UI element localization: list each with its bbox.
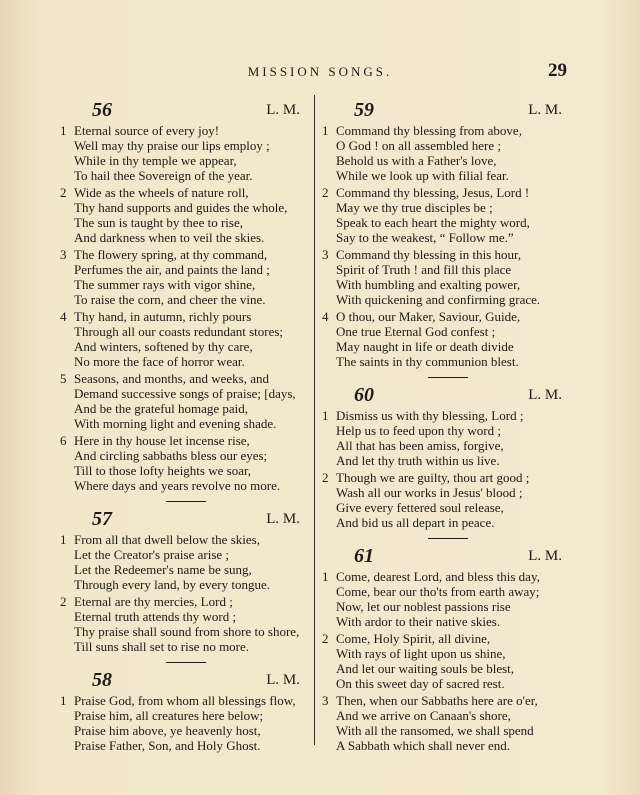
verse-line: Thy hand, in autumn, richly pours	[74, 309, 252, 324]
verse-line: With rays of light upon us shine,	[336, 646, 506, 661]
verse-line: Say to the weakest, “ Follow me.”	[336, 230, 514, 245]
hymn-number: 59	[354, 99, 374, 121]
verse-line: A Sabbath which shall never end.	[336, 738, 511, 753]
stanza-number: 2	[60, 185, 67, 200]
verse-line: Now, let our noblest passions rise	[336, 599, 511, 614]
verse-line: And let our waiting souls be blest,	[336, 661, 515, 676]
verse-line: Spirit of Truth ! and fill this place	[336, 262, 512, 277]
stanza	[322, 185, 574, 245]
hymn-heading	[322, 384, 574, 408]
verse-line: Let the Creator's praise arise ;	[74, 547, 230, 562]
hymn-heading	[60, 99, 312, 123]
verse-line: Perfumes the air, and paints the land ;	[74, 262, 270, 277]
stanza	[322, 631, 574, 691]
stanza	[322, 408, 574, 468]
hymn-heading	[322, 99, 574, 123]
hymn-number: 57	[92, 508, 112, 530]
verse-line: Praise Father, Son, and Holy Ghost.	[74, 738, 261, 753]
hymn-meter: L. M.	[266, 672, 300, 688]
verse-line: Till to those lofty heights we soar,	[74, 463, 252, 478]
stanza-number: 3	[322, 693, 329, 708]
verse-line: Behold us with a Father's love,	[336, 153, 497, 168]
stanza	[322, 693, 574, 753]
stanza-number: 1	[322, 123, 329, 138]
stanza-number: 1	[60, 693, 67, 708]
verse-line: While we look up with filial fear.	[336, 168, 509, 183]
verse-line: Give every fettered soul release,	[336, 500, 504, 515]
verse-line: And winters, softened by thy care,	[74, 339, 253, 354]
verse-line: Command thy blessing in this hour,	[336, 247, 522, 262]
verse-line: Through every land, by every tongue.	[74, 577, 271, 592]
hymn-meter: L. M.	[528, 548, 562, 564]
verse-line: And let thy truth within us live.	[336, 453, 500, 468]
hymn-heading	[322, 545, 574, 569]
verse-line: Till suns shall set to rise no more.	[74, 639, 250, 654]
right-column	[322, 95, 574, 755]
hymn-number: 60	[354, 384, 374, 406]
hymn-separator-rule	[166, 501, 206, 502]
stanza-number: 4	[322, 309, 329, 324]
hymn-heading	[60, 508, 312, 532]
hymn-meter: L. M.	[266, 511, 300, 527]
verse-line: Thy hand supports and guides the whole,	[74, 200, 288, 215]
stanza-number: 2	[322, 185, 329, 200]
stanza	[60, 532, 312, 592]
verse-line: Eternal source of every joy!	[74, 123, 220, 138]
verse-line: Where days and years revolve no more.	[74, 478, 281, 493]
verse-line: One true Eternal God confest ;	[336, 324, 496, 339]
hymn-number: 61	[354, 545, 374, 567]
hymn-number: 58	[92, 669, 112, 691]
stanza	[60, 693, 312, 753]
hymn-separator-rule	[166, 662, 206, 663]
verse-line: Dismiss us with thy blessing, Lord ;	[336, 408, 524, 423]
stanza	[60, 594, 312, 654]
left-column	[60, 95, 312, 755]
stanza-number: 2	[60, 594, 67, 609]
stanza-number: 2	[322, 470, 329, 485]
stanza	[60, 433, 312, 493]
verse-line: Well may thy praise our lips employ ;	[74, 138, 270, 153]
stanza	[60, 371, 312, 431]
verse-line: Come, Holy Spirit, all divine,	[336, 631, 491, 646]
verse-line: With quickening and confirming grace.	[336, 292, 541, 307]
hymn-separator-rule	[428, 377, 468, 378]
column-divider	[314, 95, 315, 745]
verse-line: Command thy blessing from above,	[336, 123, 522, 138]
verse-line: And bid us all depart in peace.	[336, 515, 495, 530]
verse-line: Command thy blessing, Jesus, Lord !	[336, 185, 530, 200]
hymn-number: 56	[92, 99, 112, 121]
verse-line: O thou, our Maker, Saviour, Guide,	[336, 309, 521, 324]
verse-line: Through all our coasts redundant stores;	[74, 324, 284, 339]
stanza-number: 2	[322, 631, 329, 646]
verse-line: May we thy true disciples be ;	[336, 200, 493, 215]
verse-line: All that has been amiss, forgive,	[336, 438, 504, 453]
verse-line: To hail thee Sovereign of the year.	[74, 168, 253, 183]
verse-line: O God ! on all assembled here ;	[336, 138, 501, 153]
hymn-meter: L. M.	[528, 102, 562, 118]
verse-line: And be the grateful homage paid,	[74, 401, 248, 416]
hymn-heading	[60, 669, 312, 693]
verse-line: With morning light and evening shade.	[74, 416, 277, 431]
verse-line: Help us to feed upon thy word ;	[336, 423, 502, 438]
hymn-meter: L. M.	[266, 102, 300, 118]
stanza-number: 3	[322, 247, 329, 262]
stanza-number: 1	[60, 123, 67, 138]
verse-line: Demand successive songs of praise; [days,	[74, 386, 296, 401]
verse-line: With ardor to their native skies.	[336, 614, 501, 629]
verse-line: May naught in life or death divide	[336, 339, 514, 354]
verse-line: While in thy temple we appear,	[74, 153, 237, 168]
verse-line: To raise the corn, and cheer the vine.	[74, 292, 266, 307]
verse-line: From all that dwell below the skies,	[74, 532, 260, 547]
verse-line: The saints in thy communion blest.	[336, 354, 519, 369]
stanza-number: 5	[60, 371, 67, 386]
verse-line: The flowery spring, at thy command,	[74, 247, 268, 262]
verse-line: Praise God, from whom all blessings flow,	[74, 693, 296, 708]
stanza-number: 1	[60, 532, 67, 547]
verse-line: Speak to each heart the mighty word,	[336, 215, 530, 230]
hymn-meter: L. M.	[528, 387, 562, 403]
verse-line: And darkness when to veil the skies.	[74, 230, 265, 245]
verse-line: Though we are guilty, thou art good ;	[336, 470, 530, 485]
verse-line: Praise him, all creatures here below;	[74, 708, 264, 723]
hymn-separator-rule	[428, 538, 468, 539]
stanza	[60, 309, 312, 369]
verse-line: Here in thy house let incense rise,	[74, 433, 250, 448]
verse-line: Eternal are thy mercies, Lord ;	[74, 594, 233, 609]
verse-line: Let the Redeemer's name be sung,	[74, 562, 252, 577]
verse-line: The summer rays with vigor shine,	[74, 277, 256, 292]
running-title: MISSION SONGS.	[247, 64, 393, 79]
page-number: 29	[548, 60, 567, 81]
verse-line: No more the face of horror wear.	[74, 354, 245, 369]
stanza	[60, 123, 312, 183]
stanza	[60, 247, 312, 307]
verse-line: And we arrive on Canaan's shore,	[336, 708, 511, 723]
verse-line: Come, dearest Lord, and bless this day,	[336, 569, 540, 584]
verse-line: And circling sabbaths bless our eyes;	[74, 448, 268, 463]
stanza-number: 6	[60, 433, 67, 448]
stanza-number: 1	[322, 408, 329, 423]
verse-line: Eternal truth attends thy word ;	[74, 609, 237, 624]
stanza-number: 4	[60, 309, 67, 324]
verse-line: Wide as the wheels of nature roll,	[74, 185, 249, 200]
stanza	[60, 185, 312, 245]
verse-line: Praise him above, ye heavenly host,	[74, 723, 261, 738]
verse-line: On this sweet day of sacred rest.	[336, 676, 505, 691]
verse-line: With all the ransomed, we shall spend	[336, 723, 534, 738]
stanza-number: 1	[322, 569, 329, 584]
stanza	[322, 569, 574, 629]
verse-line: The sun is taught by thee to rise,	[74, 215, 243, 230]
stanza	[322, 470, 574, 530]
stanza-number: 3	[60, 247, 67, 262]
verse-line: Come, bear our tho'ts from earth away;	[336, 584, 540, 599]
verse-line: Thy praise shall sound from shore to shore,	[74, 624, 300, 639]
verse-line: Seasons, and months, and weeks, and	[74, 371, 269, 386]
verse-line: Wash all our works in Jesus' blood ;	[336, 485, 523, 500]
stanza	[322, 123, 574, 183]
stanza	[322, 247, 574, 307]
stanza	[322, 309, 574, 369]
verse-line: Then, when our Sabbaths here are o'er,	[336, 693, 538, 708]
verse-line: With humbling and exalting power,	[336, 277, 521, 292]
